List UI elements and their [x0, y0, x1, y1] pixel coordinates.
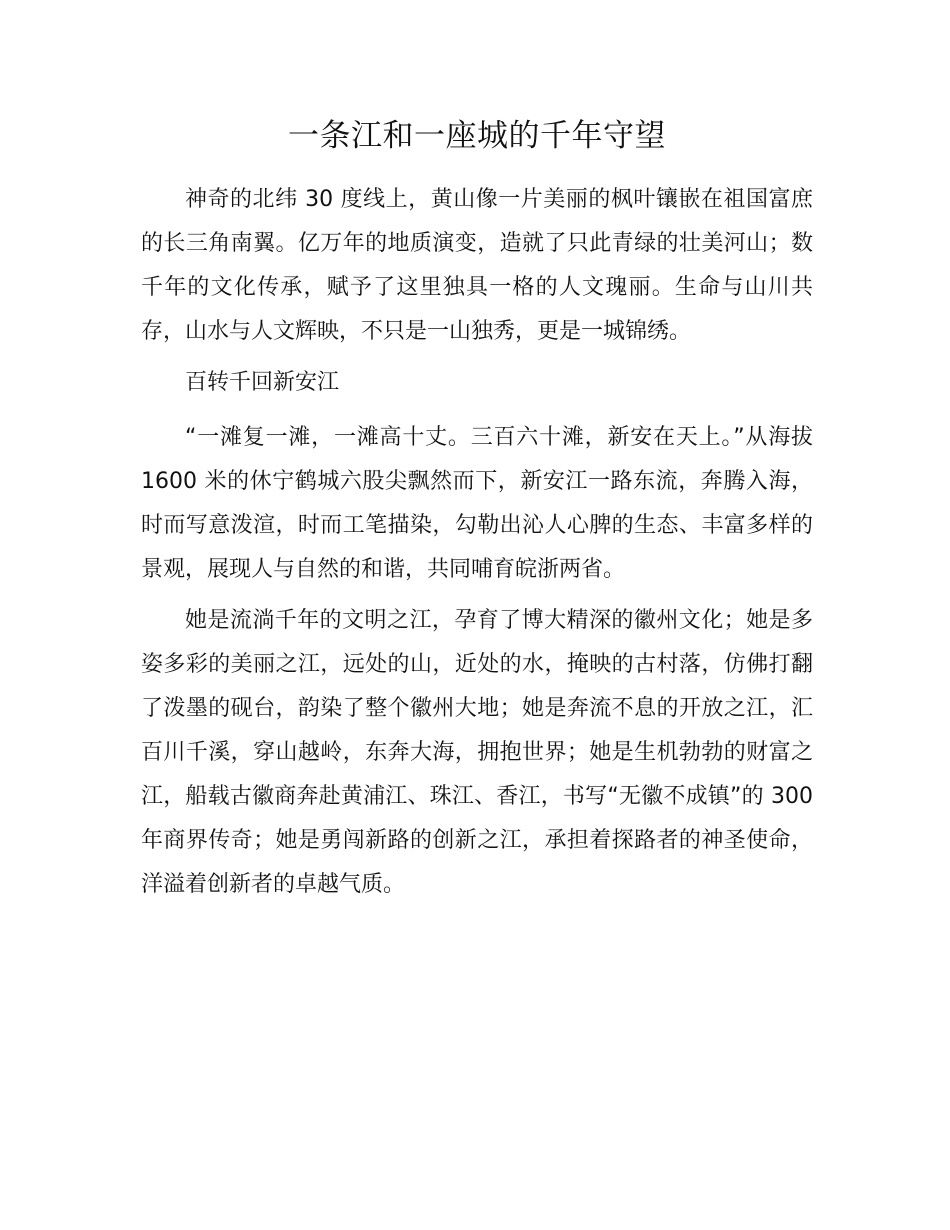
document-title: 一条江和一座城的千年守望 [288, 118, 666, 154]
paragraph-intro: 神奇的北纬 30 度线上，黄山像一片美丽的枫叶镶嵌在祖国富庶的长三角南翼。亿万年的地质演变，造就了只此青绿的壮美河山；数千年的文化传承，赋予了这里独具一格的人文瑰丽。生命与山川共存，山水与人文辉映，不只是一山独秀，更是一城锦绣。 [141, 187, 813, 344]
paragraph-river-description: 她是流淌千年的文明之江，孕育了博大精深的徽州文化；她是多姿多彩的美丽之江，远处的山，近处的水，掩映的古村落，仿佛打翻了泼墨的砚台，韵染了整个徽州大地；她是奔流不息的开放之江，汇百川千溪，穿山越岭，东奔大海，拥抱世界；她是生机勃勃的财富之江，船载古徽商奔赴黄浦江、珠江、香江，书写“无徽不成镇”的 300 年商界传奇；她是勇闯新路的创新之江，承担着探路者的神圣使命，洋溢着创新者的卓越气质。 [141, 608, 813, 897]
paragraph-quote: “一滩复一滩，一滩高十丈。三百六十滩，新安在天上。”从海拔 1600 米的休宁鹤城六股尖飘然而下，新安江一路东流，奔腾入海，时而写意泼渲，时而工笔描染，勾勒出沁人心脾的生态、丰富多样的景观，展现人与自然的和谐，共同哺育皖浙两省。 [141, 425, 813, 582]
document-page [141, 108, 813, 914]
section-heading: 百转千回新安江 [185, 370, 340, 395]
